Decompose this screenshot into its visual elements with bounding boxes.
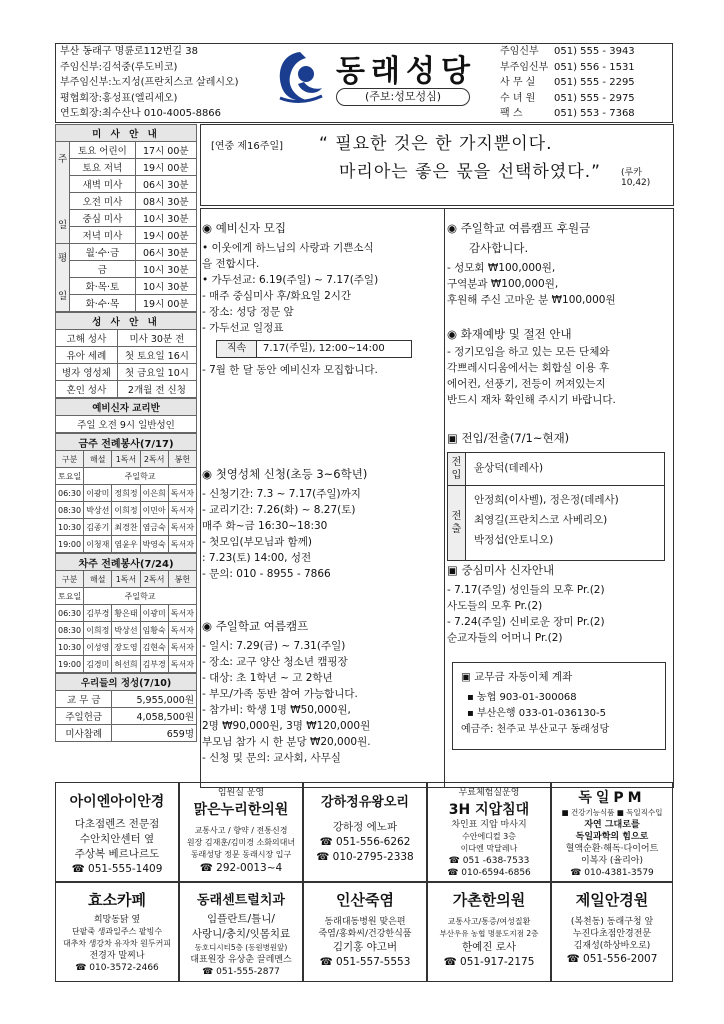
parish-info (60, 44, 260, 122)
cell: 임황숙 (140, 622, 168, 639)
ad-line: 수안에디컬 3층 (461, 832, 516, 841)
transfer-in-row (448, 453, 664, 486)
weekday-label-2: 일 (58, 290, 68, 302)
cell: 08:30 (56, 622, 84, 639)
ads-row-2 (55, 882, 673, 982)
mass-time: 06시 30분 (135, 244, 196, 261)
mass-schedule-table (55, 124, 197, 312)
catechumen-time: 주일 오전 9시 일반성인 (56, 416, 197, 433)
cell: 19:00 (56, 656, 84, 673)
notice-line: - 대상: 초 1학년 ~ 고 2학년 (202, 672, 333, 684)
cell: 이희정 (112, 502, 140, 519)
cell: 독서자 (168, 502, 196, 519)
section-title: ▣ 중심미사 신자안내 (447, 563, 555, 577)
contact-row (500, 44, 672, 60)
ad-line: 한예진 로사 (461, 941, 517, 953)
ad-line: 사랑니/충치/잇몸치료 (191, 928, 291, 940)
cell: 박상선 (84, 502, 112, 519)
schedule-label: 직속 (217, 341, 257, 357)
mass-name: 토요 어린이 (70, 142, 135, 159)
col-header: 구분 (56, 451, 84, 468)
ad-line: 동래대동병원 맞은편 (324, 917, 406, 927)
offering-label: 주일헌금 (56, 708, 112, 725)
ad-line: 동래성당 정문 동래시장 입구 (190, 850, 292, 859)
service-heading: 금주 전례봉사(7/17) (56, 434, 197, 451)
offering-heading: 우리들의 정성(7/10) (56, 674, 197, 691)
sunday-label-1: 주 (58, 153, 68, 165)
bulletin-page (52, 40, 674, 988)
offering-table (55, 673, 197, 742)
cell: 이성영 (84, 639, 112, 656)
liturgy-service-next-week (55, 553, 197, 673)
first-communion-section (202, 466, 442, 582)
col-header: 해설 (84, 451, 112, 468)
cell: 염금숙 (140, 519, 168, 536)
mass-name: 토요 저녁 (70, 159, 135, 176)
ad-line: 죽염/홍화씨/건강한식품 (318, 929, 412, 939)
quote-line-1: “ 필요한 것은 한 가지뿐이다. (319, 134, 553, 154)
notice-line: 2명 ₩90,000원, 3명 ₩120,000원 (202, 720, 371, 732)
notice-line: - 정기모임을 하고 있는 모든 단체와 (447, 346, 610, 358)
cell: 독서자 (168, 622, 196, 639)
contact-row (500, 91, 672, 107)
ad-phone: ☎ 292-0013~4 (199, 862, 283, 874)
cell: 독서자 (168, 536, 196, 553)
ad-line: 부산우유 농협 명륜도지점 2층 (439, 929, 539, 938)
notice-line: - 문의: 010 - 8955 - 7866 (202, 568, 331, 580)
col-header: 1독서 (112, 571, 140, 588)
schedule-text: 7.17(주일), 12:00~14:00 (263, 343, 385, 354)
ad-clinic (179, 782, 303, 882)
mass-name: 중심 미사 (70, 210, 135, 227)
notice-line: - 7.17(주일) 성인들의 모후 Pr.(2) (447, 584, 605, 596)
ad-line: 임플란트/틀니/ (207, 913, 275, 925)
ad-top: 무료체험실운영 (458, 788, 520, 798)
notice-line: 순교자들의 어머니 Pr.(2) (447, 632, 563, 644)
ad-line: ☎ 051-556-6262 (319, 836, 411, 848)
col-header: 봉헌 (168, 571, 196, 588)
weekday-label-1: 평 (58, 252, 68, 264)
ad-line: ☎ 010-4381-3579 (570, 868, 654, 878)
transfer-out-label: 전출 (448, 486, 466, 560)
contact-number: 051) 555 - 2975 (554, 92, 635, 104)
notice-line: - 교리기간: 7.26(화) ~ 8.27(토) (202, 504, 356, 516)
ad-oriental-clinic (427, 882, 551, 982)
ad-line: 독일과학의 힘으로 (575, 832, 649, 842)
transfer-out-names (466, 486, 619, 560)
quote-line-2: 마리아는 좋은 몫을 선택하였다.” (339, 162, 601, 182)
transfer-out-name: 최영길(프란치스코 사베리오) (474, 514, 608, 526)
contact-row (500, 60, 672, 76)
mass-name: 화·목·토 (70, 278, 135, 295)
sacrament-name: 병자 영성체 (56, 364, 118, 381)
notice-line: - 매주 중심미사 후/화요일 2시간 (202, 290, 352, 302)
parish-logo-icon (272, 48, 328, 106)
contact-label: 주임신부 (500, 46, 539, 57)
mass-time: 08시 30분 (135, 193, 196, 210)
catechumen-recruit-section (202, 220, 442, 378)
ad-line: ■ 건강기능식품 ■ 독일직수입 (561, 808, 663, 817)
notice-line: : 7.23(토) 14:00, 성전 (202, 552, 312, 564)
notice-line: - 신청 및 문의: 교사회, 사무실 (202, 752, 341, 764)
spacer (58, 173, 67, 213)
cell: 최경찬 (112, 519, 140, 536)
notice-line: - 장소: 성당 정문 앞 (202, 306, 294, 318)
address: 부산 동래구 명륜로112번길 38 (60, 46, 198, 57)
cell: 김부경 (84, 605, 112, 622)
cell: 장도영 (112, 639, 140, 656)
sunday-label (56, 142, 70, 244)
ad-line: 교통사고/통증/여성질환 (447, 917, 531, 926)
notice-line: • 이웃에게 하느님의 사랑과 기쁜소식 (202, 242, 374, 254)
bank-holder: 예금주: 천주교 부산교구 동래성당 (461, 724, 610, 735)
ad-top: 임원실 운영 (217, 788, 265, 798)
cell: 이광미 (84, 485, 112, 502)
contact-list (500, 44, 672, 122)
notice-line: 에어컨, 선풍기, 전등이 꺼져있는지 (447, 378, 606, 390)
mass-time: 19시 00분 (135, 159, 196, 176)
mass-time: 17시 00분 (135, 142, 196, 159)
quote-reference: (루카 10,42) (621, 168, 651, 188)
offering-label: 미사참례 (56, 725, 112, 742)
ad-line: 교통사고 / 향약 / 전통신경 (194, 826, 288, 835)
notice-line: 부모님 참가 시 한 분당 ₩20,000원. (202, 736, 371, 748)
offering-value: 659명 (112, 725, 197, 742)
sacrament-name: 혼인 성사 (56, 381, 118, 398)
contact-number: 051) 555 - 3943 (554, 46, 635, 57)
cell: 김종기 (84, 519, 112, 536)
ad-title: 제일안경원 (575, 891, 649, 909)
ad-phone: ☎ 010-3572-2466 (75, 963, 159, 973)
notice-line: - 7.24(주일) 신비로운 장미 Pr.(2) (447, 616, 605, 628)
cell: 이민아 (140, 502, 168, 519)
contact-label: 부주임신부 (500, 61, 549, 73)
notice-line: 을 전합시다. (202, 258, 260, 270)
ad-line: ☎ 051 -638-7533 (448, 856, 530, 866)
catechumen-heading: 예비신자 교리반 (56, 399, 197, 416)
ad-line: 누진다초점안경전문 (572, 929, 652, 939)
notice-line: - 성모회 ₩100,000원, (447, 262, 556, 274)
ad-line: 원장 김재훈/김미경 소화의대녀 (186, 838, 296, 847)
notice-line: 후원해 주신 고마운 분 ₩100,000원 (447, 294, 616, 306)
pastor: 주임신부:김석중(루도비코) (60, 61, 178, 73)
ad-massage (427, 782, 551, 882)
ad-dental (179, 882, 303, 982)
ad-phone: ☎ 051-557-5553 (319, 956, 411, 968)
contact-label: 팩 스 (500, 108, 523, 119)
ad-title: 효소카페 (88, 891, 146, 909)
sacrament-name: 유아 세례 (56, 347, 118, 364)
cell: 이희정 (84, 622, 112, 639)
ad-line: 강하정 에노파 (332, 821, 398, 833)
assistant-pastor: 부주임신부:노지성(프란치스코 살레시오) (60, 77, 239, 88)
col-header: 2독서 (140, 451, 168, 468)
parish-title: 동래성당 (336, 54, 476, 89)
ad-line: (복천동) 동래구청 앞 (570, 917, 654, 927)
spacer (58, 270, 67, 286)
mass-time: 10시 30분 (135, 210, 196, 227)
transfer-out-name: 박정섭(안토니오) (474, 534, 554, 546)
ad-eyewear (551, 882, 673, 982)
transfer-in-name: 윤상덕(데레사) (474, 462, 544, 474)
ad-duck (303, 782, 427, 882)
cell: 김부경 (140, 656, 168, 673)
ad-title: 아이엔아이안경 (69, 794, 165, 810)
cell: 독서자 (168, 605, 196, 622)
sacrament-info: 첫 토요일 16시 (117, 347, 196, 364)
transfer-out-name: 안정희(이사벨), 정은정(데레사) (474, 494, 619, 506)
mass-time: 19시 00분 (135, 227, 196, 244)
catechumen-table (55, 398, 197, 433)
bank-account-box (452, 662, 666, 750)
fire-safety-section (447, 326, 672, 408)
cell: 10:30 (56, 639, 84, 656)
notice-line: 사도들의 모후 Pr.(2) (447, 600, 543, 612)
notice-line: 각쁘레시디움에서는 회합실 이용 후 (447, 362, 610, 374)
mass-name: 저녁 미사 (70, 227, 135, 244)
mass-name: 화·수·목 (70, 295, 135, 312)
section-title: ◉ 주일학교 여름캠프 후원금 (447, 221, 591, 235)
ad-title: 인산죽염 (336, 891, 394, 909)
ad-line: 희망동닭 옆 (93, 915, 141, 925)
notice-line: - 일시: 7.29(금) ~ 7.31(주일) (202, 640, 346, 652)
weekday-label (56, 244, 70, 312)
ad-title: 3H 지압침대 (448, 802, 530, 818)
section-title: ◉ 화재예방 및 절전 안내 (447, 327, 572, 341)
ad-title: 독일PM (578, 790, 646, 806)
ad-pm (551, 782, 673, 882)
cell: 김현숙 (140, 639, 168, 656)
mass-name: 월·수·금 (70, 244, 135, 261)
cell: 이광미 (140, 605, 168, 622)
notice-line: - 장소: 교구 양산 청소년 캠핑장 (202, 656, 348, 668)
cell: 06:30 (56, 485, 84, 502)
ad-line: 김재성(하상바오로) (573, 941, 651, 951)
liturgy-service-this-week (55, 433, 197, 553)
contact-row (500, 75, 672, 91)
offering-value: 5,955,000원 (112, 691, 197, 708)
notice-line: - 참가비: 학생 1명 ₩50,000원, (202, 704, 351, 716)
saturday-text: 주일학교 (84, 588, 197, 605)
ad-title: 강하정유왕오리 (321, 795, 409, 810)
notice-line: 반드시 재차 확인해 주시기 바랍니다. (447, 394, 616, 406)
cell: 08:30 (56, 502, 84, 519)
sunday-label-2: 일 (58, 219, 68, 231)
sacrament-name: 고해 성사 (56, 330, 118, 347)
mass-name: 금 (70, 261, 135, 278)
mass-time: 10시 30분 (135, 261, 196, 278)
column-divider (444, 208, 445, 788)
ad-line: 단팥죽 생과일주스 팥빙수 (71, 927, 163, 936)
ad-phone: ☎ 051-555-2877 (202, 967, 280, 977)
col-header: 봉헌 (168, 451, 196, 468)
ad-line: 동호디시티5층 (동원병원앞) (194, 943, 288, 952)
cell: 독서자 (168, 485, 196, 502)
ad-line: 대추차 생강차 유자차 원두커피 (62, 939, 172, 948)
col-header: 2독서 (140, 571, 168, 588)
section-title-2: 감사합니다. (469, 241, 529, 255)
sacrament-info: 첫 금요일 10시 (117, 364, 196, 381)
col-header: 해설 (84, 571, 112, 588)
ad-optician (55, 782, 179, 882)
sacrament-info: 미사 30분 전 (117, 330, 196, 347)
sacrament-info: 2개월 전 신청 (117, 381, 196, 398)
contact-label: 수 녀 원 (500, 92, 536, 104)
summer-camp-section (202, 618, 442, 766)
ad-line: 김기홍 야고버 (332, 941, 398, 953)
transfer-table (447, 452, 665, 561)
transfer-out-row (448, 486, 664, 560)
ad-line: 수안치안센터 옆 (79, 833, 155, 845)
cell: 독서자 (168, 656, 196, 673)
saturday-text: 주일학교 (84, 468, 197, 485)
contact-number: 051) 556 - 1531 (554, 61, 635, 73)
section-title: ◉ 예비신자 모집 (202, 221, 286, 235)
ad-line: 대표원장 유상춘 끌레멘스 (190, 955, 292, 965)
patron-subtitle: (주보:성모성심) (336, 88, 470, 106)
bank-account: ▪ 농협 903-01-300068 (467, 692, 577, 703)
ad-line: 차인표 지압 마사지 (451, 820, 527, 830)
ad-phone: ☎ 051-556-2007 (566, 953, 658, 965)
transfer-section (447, 430, 672, 561)
gospel-quote-box (200, 124, 674, 206)
cell: 19:00 (56, 536, 84, 553)
cell: 정희정 (112, 485, 140, 502)
ad-title: 맑은누리한의원 (193, 802, 289, 818)
notice-line: - 신청기간: 7.3 ~ 7.17(주일)까지 (202, 488, 361, 500)
cell: 염윤우 (112, 536, 140, 553)
ad-line: ☎ 010-6594-6856 (447, 868, 531, 878)
mass-name: 새벽 미사 (70, 176, 135, 193)
ad-title: 동래센트럴치과 (197, 893, 285, 908)
notice-line: - 가두선교 일정표 (202, 322, 284, 334)
mass-time: 06시 30분 (135, 176, 196, 193)
council-president: 평협회장:홍성표(엘리세오) (60, 92, 178, 104)
section-title: ▣ 전입/전출(7/1~현재) (447, 431, 570, 445)
notice-line: - 7월 한 달 동안 예비신자 모집합니다. (202, 364, 378, 376)
bank-account: ▪ 부산은행 033-01-036130-5 (467, 708, 606, 719)
cell: 10:30 (56, 519, 84, 536)
notice-line: - 첫모임(부모님과 함께) (202, 536, 312, 548)
offering-value: 4,058,500원 (112, 708, 197, 725)
notice-line: 구역분과 ₩100,000원, (447, 278, 559, 290)
notice-line: - 부모/가족 동반 참여 가능합니다. (202, 688, 358, 700)
saturday-label: 토요일 (56, 588, 84, 605)
contact-label: 사 무 실 (500, 77, 536, 88)
ad-phone: ☎ 051-917-2175 (443, 956, 535, 968)
cell: 박영숙 (140, 536, 168, 553)
ad-phone: ☎ 051-555-1409 (71, 863, 163, 875)
sunday-tag: [연중 제16주일] (211, 141, 284, 152)
cell: 허선희 (112, 656, 140, 673)
mass-intention-section (447, 562, 672, 646)
cell: 독서자 (168, 639, 196, 656)
ad-line: 이다엔 막달레나 (460, 844, 518, 853)
ads-row-1 (55, 782, 673, 882)
offering-label: 교 무 금 (56, 691, 112, 708)
mass-time: 10시 30분 (135, 278, 196, 295)
ad-line: 전경자 말찌나 (89, 951, 145, 961)
cell: 이은희 (140, 485, 168, 502)
camp-donation-thanks (447, 220, 672, 308)
col-header: 1독서 (112, 451, 140, 468)
contact-number: 051) 555 - 2295 (554, 77, 635, 88)
mass-name: 오전 미사 (70, 193, 135, 210)
ad-line: ☎ 010-2795-2338 (316, 851, 414, 863)
ad-line: 주상복 베르나르도 (74, 848, 160, 860)
bank-title: ▣ 교무금 자동이체 계좌 (461, 671, 573, 683)
mass-schedule-heading: 미 사 안 내 (56, 125, 197, 142)
section-title: ◉ 첫영성체 신청(초등 3~6학년) (202, 467, 368, 481)
notice-line: 매주 화~금 16:30~18:30 (202, 520, 328, 532)
left-column (55, 124, 197, 742)
section-title: ◉ 주일학교 여름캠프 (202, 619, 309, 633)
ad-line: 자연 그대로를 (584, 820, 640, 830)
ad-title: 가촌한의원 (452, 891, 526, 909)
transfer-in-label: 전입 (448, 453, 466, 485)
cell: 황은태 (112, 605, 140, 622)
funeral-head: 연도회장:최수산나 010-4005-8866 (60, 108, 222, 119)
sacrament-table (55, 312, 197, 398)
mass-time: 19시 00분 (135, 295, 196, 312)
ad-line: 이복자 (율리아) (580, 856, 644, 866)
notice-line: • 가두선교: 6.19(주일) ~ 7.17(주일) (202, 274, 379, 286)
ad-line: 다초점렌즈 전문점 (74, 818, 160, 830)
col-header: 구분 (56, 571, 84, 588)
sacrament-heading: 성 사 안 내 (56, 313, 197, 330)
ad-cafe (55, 882, 179, 982)
cell: 06:30 (56, 605, 84, 622)
schedule-table (216, 340, 412, 358)
cell: 박상선 (112, 622, 140, 639)
ad-bamboo-salt (303, 882, 427, 982)
contact-number: 051) 553 - 7368 (554, 108, 635, 119)
cell: 독서자 (168, 519, 196, 536)
cell: 이청재 (84, 536, 112, 553)
saturday-label: 토요일 (56, 468, 84, 485)
cell: 김경미 (84, 656, 112, 673)
ad-line: 혈액순환·해독·다이어트 (565, 844, 659, 854)
contact-row (500, 106, 672, 122)
service-heading: 차주 전례봉사(7/24) (56, 554, 197, 571)
